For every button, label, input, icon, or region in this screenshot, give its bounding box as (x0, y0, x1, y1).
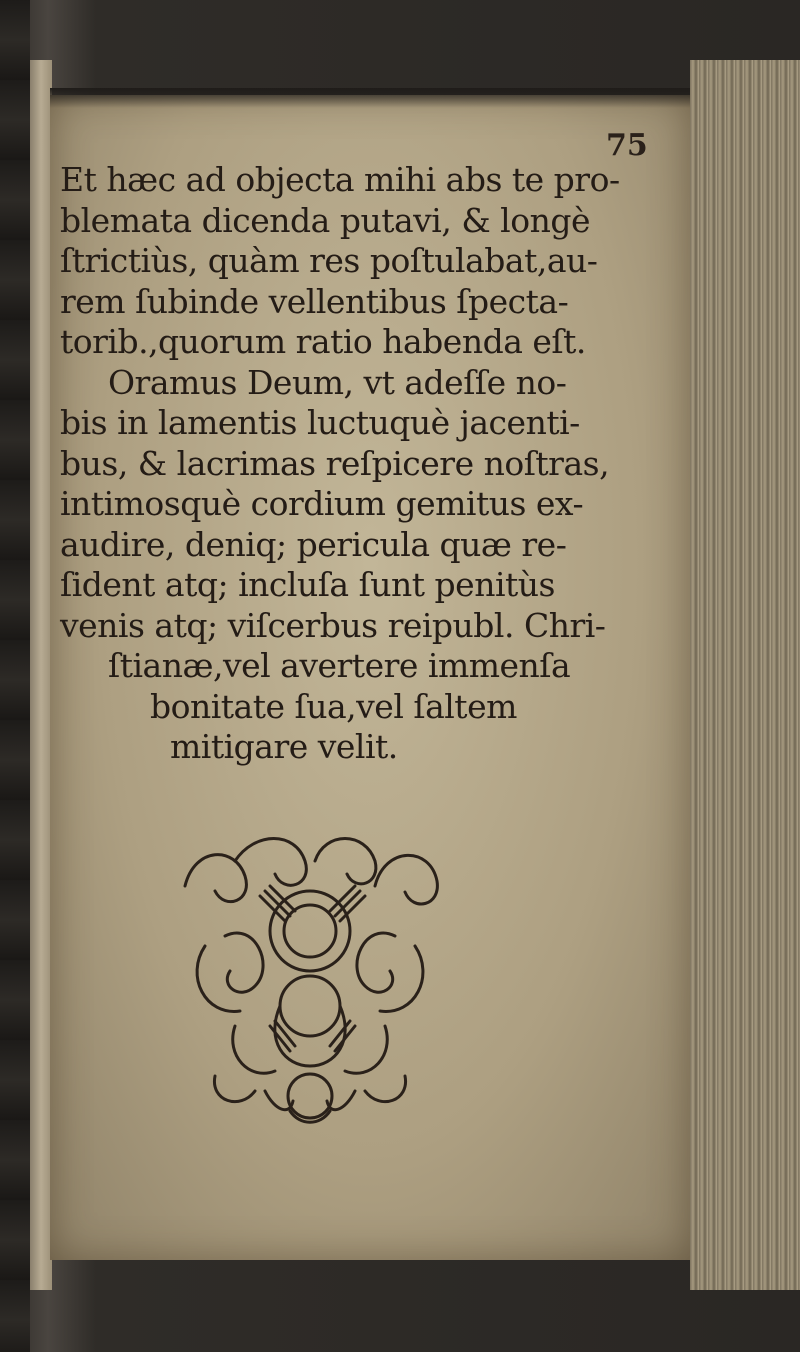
text-line: intimosquè cordium gemitus ex- (60, 484, 584, 523)
book-spine-left (0, 0, 30, 1352)
text-line: Oramus Deum, vt adeſſe no- (108, 362, 567, 402)
text-line: ſident atq; incluſa ſunt penitùs (60, 565, 555, 604)
text-line: mitigare velit. (170, 727, 398, 766)
page-top-shadow (50, 88, 690, 108)
text-line: bonitate ſua,vel ſaltem (150, 686, 517, 726)
body-text (60, 160, 660, 768)
text-line: venis atq; viſcerbus reipubl. Chri- (60, 605, 606, 645)
text-line: audire, deniq; pericula quæ re- (60, 524, 567, 564)
text-line: ſtianæ,vel avertere immenſa (108, 646, 571, 685)
text-line: bis in lamentis luctuquè jacenti- (60, 403, 580, 442)
page-number: 75 (606, 128, 648, 163)
facing-page-edge (30, 60, 52, 1290)
text-line: torib.,quorum ratio habenda eſt. (60, 322, 586, 361)
text-line: ſtrictiùs, quàm res poſtulabat,au- (60, 241, 598, 280)
text-line: rem ſubinde vellentibus ſpecta- (60, 281, 569, 321)
page-stack-edge (690, 60, 800, 1290)
text-line: bus, & lacrimas reſpicere noſtras, (60, 443, 610, 483)
text-line: Et hæc ad objecta mihi abs te pro- (60, 160, 620, 199)
floral-tailpiece-icon (165, 826, 455, 1131)
text-line: blemata dicenda putavi, & longè (60, 200, 591, 240)
